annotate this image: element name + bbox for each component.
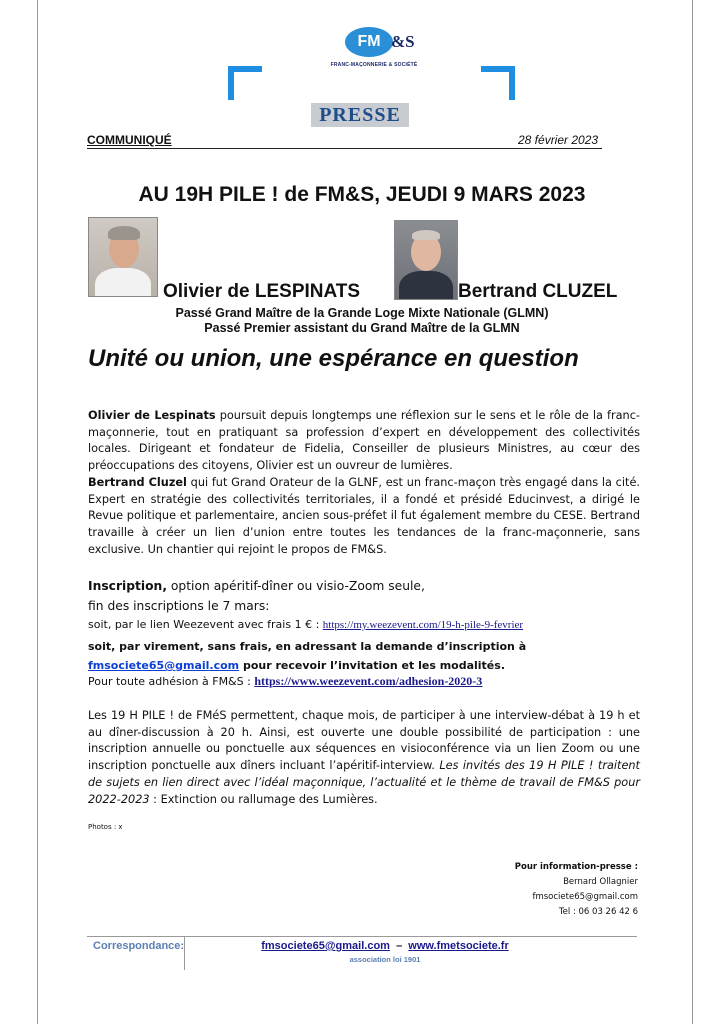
presse-banner: PRESSE	[311, 103, 409, 127]
inscription-label: Inscription,	[88, 579, 167, 593]
weezevent-line	[88, 618, 523, 631]
photos-credit: Photos : x	[88, 823, 123, 831]
guest-role-2: Passé Premier assistant du Grand Maître de la GLMN	[204, 321, 520, 335]
bio-2-name: Bertrand Cluzel	[88, 475, 187, 489]
inscription-options: option apéritif-dîner ou visio-Zoom seule,	[167, 579, 425, 593]
logo-amp: &S	[391, 32, 415, 51]
association-note: association loi 1901	[349, 955, 421, 964]
communique-date: 28 février 2023	[518, 133, 599, 147]
virement-text: soit, par virement, sans frais, en adressant la demande d’inscription à	[88, 640, 527, 653]
corner-bracket-left	[228, 66, 262, 100]
guest-name-2: Bertrand CLUZEL	[458, 281, 618, 302]
weezevent-text: soit, par le lien Weezevent avec frais 1 € :	[88, 618, 323, 631]
virement-line	[88, 637, 648, 675]
footer-divider	[184, 936, 185, 970]
event-subtitle: Unité ou union, une espérance en question	[88, 345, 579, 372]
guest-photo-cluzel	[394, 220, 458, 300]
about-tail: : Extinction ou rallumage des Lumières.	[149, 792, 378, 806]
footer-rule	[87, 936, 637, 937]
weezevent-link[interactable]: https://my.weezevent.com/19-h-pile-9-fevrier	[322, 619, 524, 631]
guest-photo-lespinats	[88, 217, 158, 297]
about-paragraph	[88, 708, 640, 808]
virement-tail: pour recevoir l’invitation et les modalités.	[239, 659, 505, 672]
communique-label: COMMUNIQUÉ	[87, 133, 172, 147]
bio-1-text: poursuit depuis longtemps une réflexion sur le sens et le rôle de la franc-maçonnerie, tout en pratiquant sa profession d’expert en développement des collectivités locales. Dirigeant et fondateur de Fidelia, Conseiller de plusieurs Ministres, au cœur des préoccupations des citoyens, Olivier est un ouvreur de lumières.	[88, 409, 640, 473]
headline: AU 19H PILE ! de FM&S, JEUDI 9 MARS 2023	[138, 183, 586, 206]
footer-links	[200, 940, 570, 952]
header-rule	[87, 148, 602, 149]
footer-website-link[interactable]: www.fmetsociete.fr	[408, 940, 509, 952]
bio-1-name: Olivier de Lespinats	[88, 409, 216, 422]
inscription-line-1	[88, 579, 425, 593]
guest-name-1: Olivier de LESPINATS	[163, 281, 361, 302]
about-text: Les 19 H PILE ! de FMéS permettent, chaque mois, de participer à une interview-débat à 19 h et au dîner-discussion à 20 h. Ainsi, est ouverte une double possibilité de participation : une inscription annuelle ou ponctuelle aux séquences en visioconférence via un lien Zoom ou une inscription ponctuelle aux dîners incluant l’apéritif-interview.	[88, 709, 640, 773]
inscription-deadline: fin des inscriptions le 7 mars:	[88, 599, 270, 613]
logo-mark: FM	[345, 27, 393, 57]
left-border	[37, 0, 38, 1024]
footer-label: Correspondance:	[93, 940, 185, 952]
footer-email-link[interactable]: fmsociete65@gmail.com	[261, 940, 390, 952]
adhesion-link[interactable]: https://www.weezevent.com/adhesion-2020-3	[254, 674, 483, 688]
contact-phone: Tel : 06 03 26 42 6	[558, 907, 638, 917]
virement-email-link[interactable]: fmsociete65@gmail.com	[88, 659, 240, 672]
guest-role-1: Passé Grand Maître de la Grande Loge Mixte Nationale (GLMN)	[175, 306, 549, 320]
bio-paragraph	[88, 408, 640, 558]
footer-separator: –	[389, 940, 409, 952]
logo-subtitle: FRANC-MAÇONNERIE & SOCIÉTÉ	[330, 62, 418, 68]
corner-bracket-right	[481, 66, 515, 100]
adhesion-line	[88, 674, 482, 689]
bio-2-text: qui fut Grand Orateur de la GLNF, est un franc-maçon très engagé dans la cité. Expert en stratégie des collectivités territoriales, il a fondé et présidé Educinvest, a dirigé le Revue politique et parlementaire, ancien sous-préfet il fut également membre du CESE. Bertrand travaille à créer un lien d’union entre toutes les tendances de la franc-maçonnerie, sans exclusive. Un chantier qui rejoint le propos de FM&S.	[88, 475, 640, 556]
adhesion-text: Pour toute adhésion à FM&S :	[88, 675, 255, 688]
about-italic: Les invités des 19 H PILE ! traitent de sujets en lien direct avec l’idéal maçonnique, l’actualité et le thème de travail de FM&S pour 2022-2023	[88, 759, 640, 806]
contact-name: Bernard Ollagnier	[563, 877, 638, 887]
press-contact	[440, 860, 638, 920]
contact-email[interactable]: fmsociete65@gmail.com	[532, 892, 638, 902]
right-border	[692, 0, 693, 1024]
contact-title: Pour information-presse :	[514, 862, 638, 872]
